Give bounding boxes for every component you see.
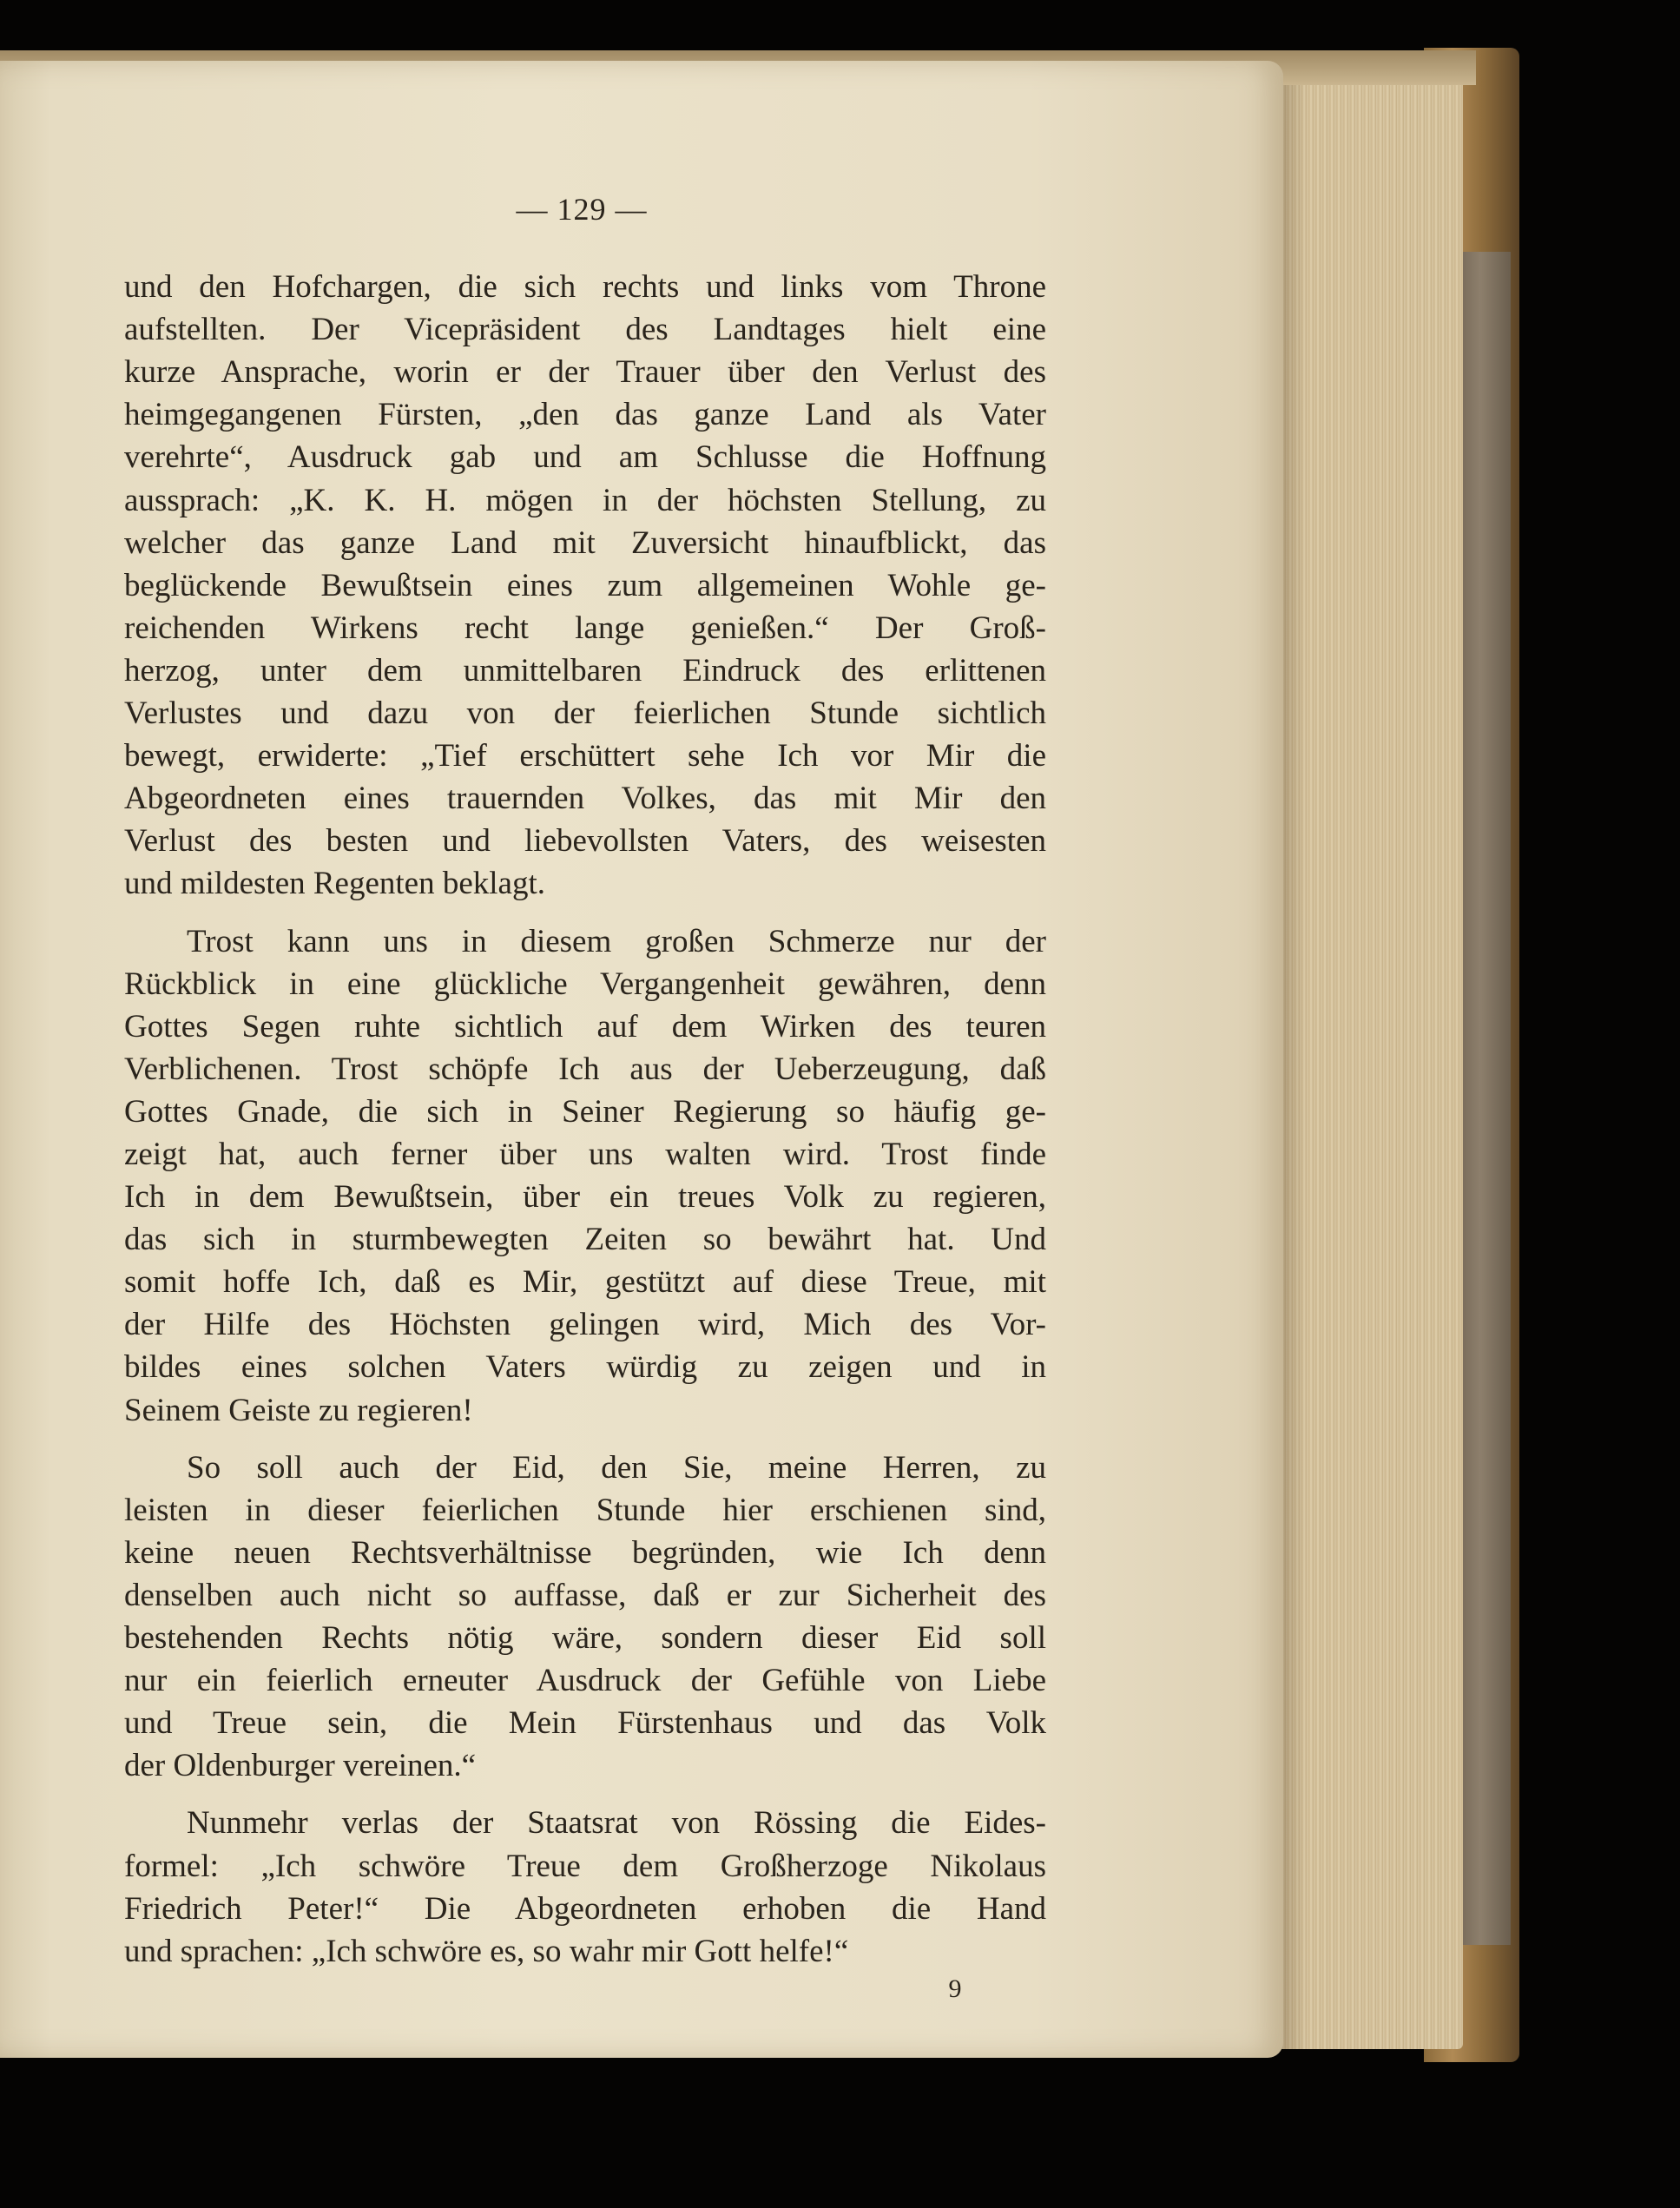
- text-line: leisten in dieser feierlichen Stunde hier erschienen sind,: [124, 1493, 1046, 1528]
- text-line: aufstellten. Der Vicepräsident des Landtages hielt eine: [124, 312, 1046, 347]
- text-line: der Oldenburger vereinen.“: [124, 1748, 477, 1783]
- text-line: Seinem Geiste zu regieren!: [124, 1393, 473, 1428]
- text-line: aussprach: „K. K. H. mögen in der höchsten Stellung, zu: [124, 483, 1046, 518]
- text-line: denselben auch nicht so auffasse, daß er zur Sicherheit des: [124, 1578, 1046, 1613]
- text-line: Trost kann uns in diesem großen Schmerze nur der: [187, 924, 1046, 959]
- text-line: bildes eines solchen Vaters würdig zu zeigen und in: [124, 1349, 1046, 1385]
- text-line: der Hilfe des Höchsten gelingen wird, Mich des Vor-: [124, 1307, 1046, 1342]
- text-line: Nunmehr verlas der Staatsrat von Rössing die Eides-: [187, 1805, 1046, 1841]
- text-line: formel: „Ich schwöre Treue dem Großherzoge Nikolaus: [124, 1849, 1046, 1884]
- signature-mark: 9: [948, 1974, 962, 2003]
- text-line: keine neuen Rechtsverhältnisse begründen, wie Ich denn: [124, 1535, 1046, 1571]
- text-line: heimgegangenen Fürsten, „den das ganze Land als Vater: [124, 397, 1046, 432]
- text-line: verehrte“, Ausdruck gab und am Schlusse die Hoffnung: [124, 439, 1046, 475]
- text-line: und mildesten Regenten beklagt.: [124, 866, 545, 901]
- page-header: — 129 —: [516, 192, 648, 227]
- text-line: welcher das ganze Land mit Zuversicht hinaufblickt, das: [124, 525, 1046, 561]
- text-line: So soll auch der Eid, den Sie, meine Herren, zu: [187, 1450, 1046, 1486]
- text-line: zeigt hat, auch ferner über uns walten wird. Trost finde: [124, 1137, 1046, 1172]
- text-line: Rückblick in eine glückliche Vergangenheit gewähren, denn: [124, 966, 1046, 1002]
- text-line: Verlust des besten und liebevollsten Vaters, des weisesten: [124, 823, 1046, 859]
- text-line: beglückende Bewußtsein eines zum allgemeinen Wohle ge-: [124, 568, 1046, 603]
- text-line: Gottes Segen ruhte sichtlich auf dem Wirken des teuren: [124, 1009, 1046, 1045]
- text-line: somit hoffe Ich, daß es Mir, gestützt auf diese Treue, mit: [124, 1264, 1046, 1300]
- text-line: reichenden Wirkens recht lange genießen.“ Der Groß-: [124, 610, 1046, 646]
- text-line: Ich in dem Bewußtsein, über ein treues Volk zu regieren,: [124, 1179, 1046, 1215]
- text-line: Abgeordneten eines trauernden Volkes, das mit Mir den: [124, 781, 1046, 816]
- text-line: Gottes Gnade, die sich in Seiner Regierung so häufig ge-: [124, 1094, 1046, 1130]
- text-line: und sprachen: „Ich schwöre es, so wahr mir Gott helfe!“: [124, 1934, 849, 1969]
- text-line: und Treue sein, die Mein Fürstenhaus und das Volk: [124, 1705, 1046, 1741]
- text-line: herzog, unter dem unmittelbaren Eindruck des erlittenen: [124, 653, 1046, 689]
- text-line: Verblichenen. Trost schöpfe Ich aus der Ueberzeugung, daß: [124, 1051, 1046, 1087]
- text-line: bewegt, erwiderte: „Tief erschüttert sehe Ich vor Mir die: [124, 738, 1046, 774]
- text-line: nur ein feierlich erneuter Ausdruck der Gefühle von Liebe: [124, 1663, 1046, 1698]
- text-line: bestehenden Rechts nötig wäre, sondern dieser Eid soll: [124, 1620, 1046, 1656]
- text-line: kurze Ansprache, worin er der Trauer über den Verlust des: [124, 354, 1046, 390]
- text-line: und den Hofchargen, die sich rechts und links vom Throne: [124, 269, 1046, 305]
- text-line: Verlustes und dazu von der feierlichen Stunde sichtlich: [124, 695, 1046, 731]
- text-line: das sich in sturmbewegten Zeiten so bewährt hat. Und: [124, 1222, 1046, 1257]
- text-line: Friedrich Peter!“ Die Abgeordneten erhoben die Hand: [124, 1891, 1046, 1927]
